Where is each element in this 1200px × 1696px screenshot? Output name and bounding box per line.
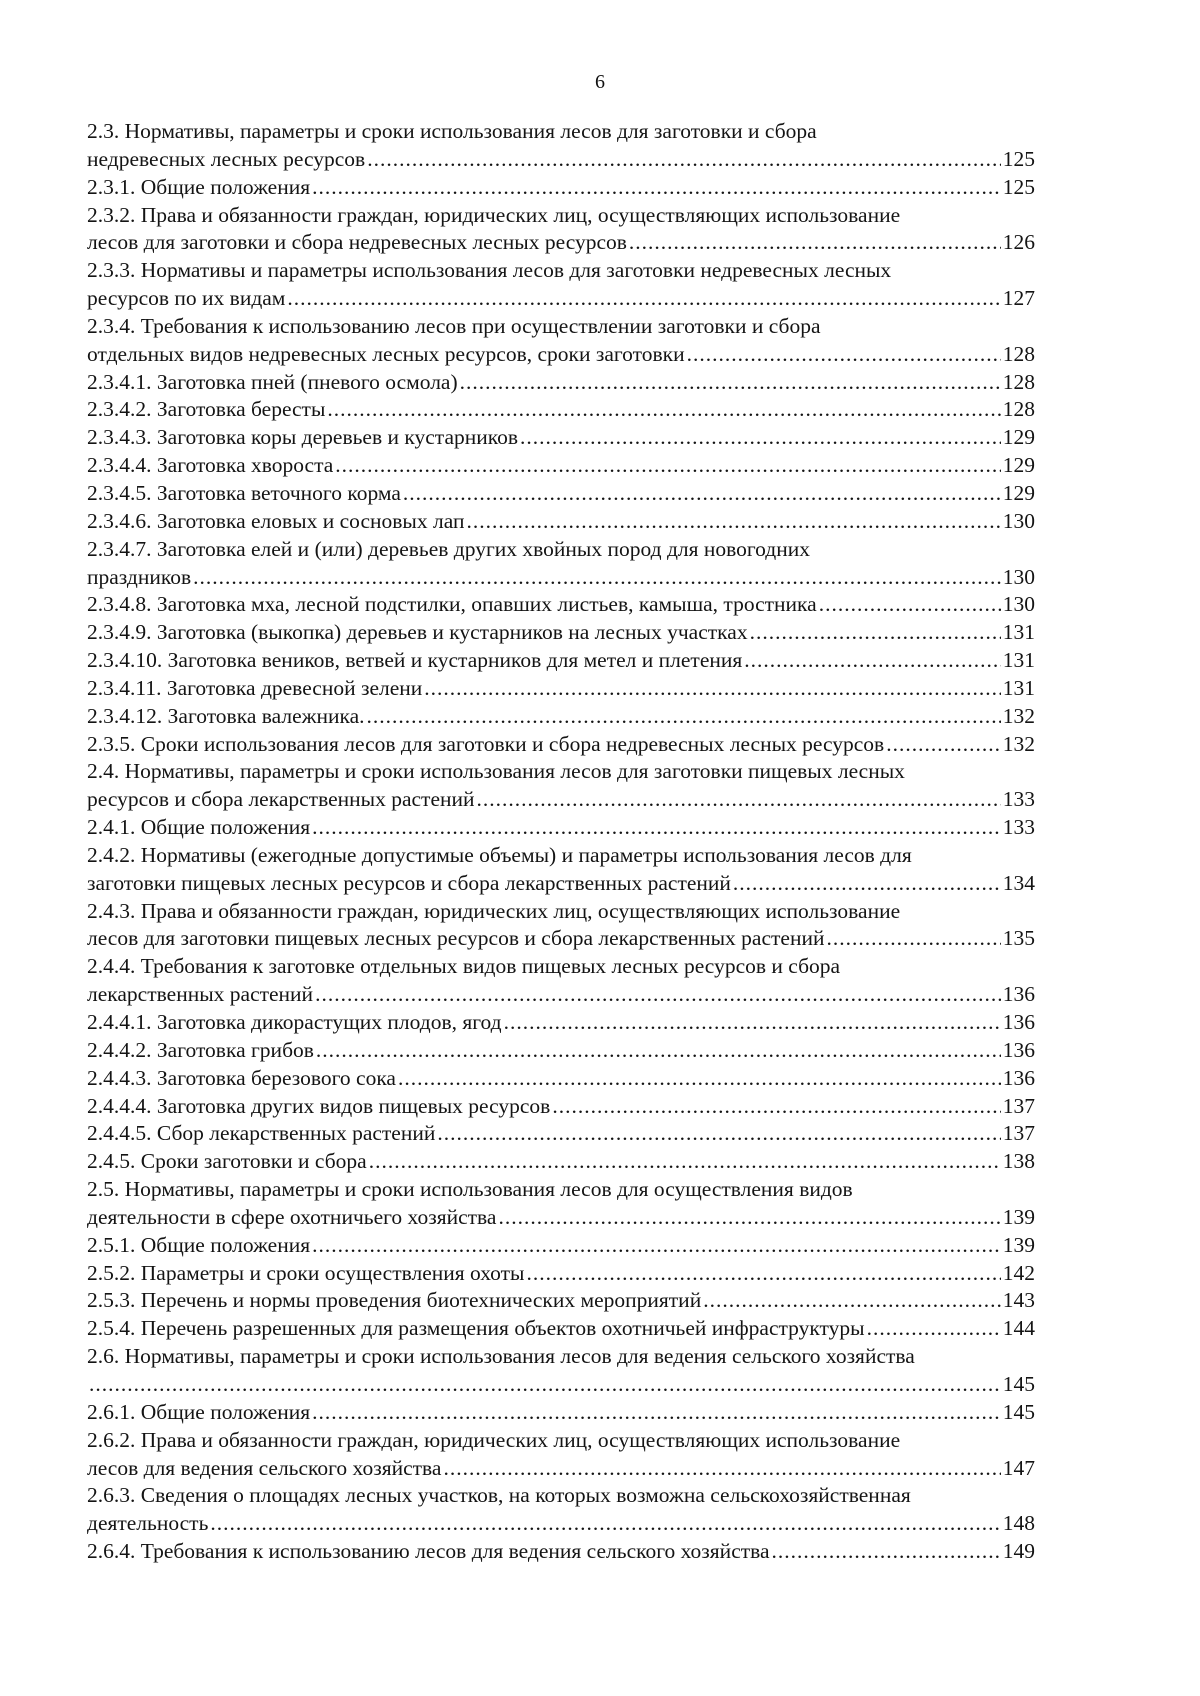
toc-entry-last-line (87, 1315, 1035, 1343)
toc-entry-title: 2.4.4. Требования к заготовке отдельных видов пищевых лесных ресурсов и сбора (87, 954, 841, 979)
toc-entry-title: лесов для заготовки и сбора недревесных лесных ресурсов (87, 230, 627, 255)
toc-entry (87, 647, 1035, 675)
toc-entry (87, 898, 1035, 954)
toc-entry-title: 2.4.4.2. Заготовка грибов (87, 1037, 314, 1062)
toc-entry-title: 2.6.1. Общие положения (87, 1399, 311, 1424)
toc-entry-title: 2.4.3. Права и обязанности граждан, юридических лиц, осуществляющих использование (87, 898, 901, 923)
toc-page-number: 148 (1002, 1511, 1035, 1536)
dot-leader (819, 591, 1001, 619)
toc-page-number: 131 (1002, 620, 1035, 645)
toc-entry (87, 619, 1035, 647)
toc-entry-last-line (87, 396, 1035, 424)
toc-entry-title: 2.3.5. Сроки использования лесов для заготовки и сбора недревесных лесных ресурсов (87, 731, 885, 756)
dot-leader (369, 1148, 1001, 1176)
toc-page-number: 131 (1002, 675, 1035, 700)
toc-entry-title: 2.3.4.4. Заготовка хвороста (87, 453, 334, 478)
toc-entry-title: лесов для ведения сельского хозяйства (87, 1455, 442, 1480)
toc-entry-title: 2.4.2. Нормативы (ежегодные допустимые объемы) и параметры использования лесов для (87, 842, 912, 867)
toc-entry-last-line (87, 452, 1035, 480)
dot-leader (287, 285, 1000, 313)
toc-entry-title: 2.3.4. Требования к использованию лесов при осуществлении заготовки и сбора (87, 313, 821, 338)
dot-leader (327, 396, 1000, 424)
toc-entry-last-line (87, 369, 1035, 397)
toc-entry-last-line (87, 1538, 1035, 1566)
toc-entry-last-line (87, 925, 1035, 953)
toc-entry-last-line (87, 174, 1035, 202)
dot-leader (867, 1315, 1001, 1343)
toc-entry (87, 1009, 1035, 1037)
toc-entry-title: 2.4.1. Общие положения (87, 815, 311, 840)
dot-leader (312, 1399, 1001, 1427)
toc-page-number: 145 (1002, 1371, 1035, 1396)
toc-page-number: 138 (1002, 1149, 1035, 1174)
toc-entry-title: ресурсов и сбора лекарственных растений (87, 787, 475, 812)
toc-entry-title: 2.6.4. Требования к использованию лесов для ведения сельского хозяйства (87, 1539, 770, 1564)
toc-page-number: 136 (1002, 1065, 1035, 1090)
dot-leader (315, 981, 1001, 1009)
toc-entry (87, 1482, 1035, 1538)
dot-leader (886, 731, 1001, 759)
dot-leader (424, 675, 1000, 703)
dot-leader (772, 1538, 1001, 1566)
toc-page-number: 136 (1002, 1037, 1035, 1062)
dot-leader (367, 703, 1001, 731)
toc-entry-last-line (87, 1371, 1035, 1399)
toc-entry (87, 1148, 1035, 1176)
toc-entry-title: 2.4.4.1. Заготовка дикорастущих плодов, ягод (87, 1010, 502, 1034)
toc-page-number: 128 (1002, 341, 1035, 366)
toc-entry-last-line (87, 1093, 1035, 1121)
toc-entry-last-line (87, 675, 1035, 703)
toc-entry-last-line (87, 647, 1035, 675)
toc-entry-title: деятельность (87, 1511, 209, 1536)
toc-entry-last-line (87, 508, 1035, 536)
toc-entry-title: 2.3.4.10. Заготовка веников, ветвей и кустарников для метел и плетения (87, 648, 743, 673)
toc-entry-title: 2.3.2. Права и обязанности граждан, юридических лиц, осуществляющих использование (87, 202, 901, 227)
toc-page-number: 134 (1002, 870, 1035, 895)
toc-page-number: 129 (1002, 425, 1035, 450)
toc-entry-last-line (87, 1260, 1035, 1288)
dot-leader (498, 1204, 1000, 1232)
dot-leader (335, 452, 1000, 480)
toc-entry (87, 257, 1035, 313)
toc-entry-last-line (87, 814, 1035, 842)
toc-entry-last-line (87, 786, 1035, 814)
toc-entry-last-line (87, 731, 1035, 759)
toc-entry-last-line (87, 229, 1035, 257)
toc-entry-last-line (87, 703, 1035, 731)
toc-page-number: 133 (1002, 815, 1035, 840)
toc-entry-title: 2.3. Нормативы, параметры и сроки использования лесов для заготовки и сбора (87, 119, 817, 143)
toc-entry-title: 2.4.5. Сроки заготовки и сбора (87, 1149, 367, 1174)
toc-entry-last-line (87, 1399, 1035, 1427)
toc-entry (87, 313, 1035, 369)
toc-entry-title: 2.3.4.8. Заготовка мха, лесной подстилки, опавших листьев, камыша, тростника (87, 592, 817, 617)
dot-leader (629, 229, 1001, 257)
toc-entry (87, 731, 1035, 759)
toc-entry-last-line (87, 1065, 1035, 1093)
toc-entry (87, 703, 1035, 731)
toc-entry-title: 2.5. Нормативы, параметры и сроки использования лесов для осуществления видов (87, 1177, 853, 1202)
dot-leader (312, 814, 1001, 842)
dot-leader (89, 1371, 1001, 1399)
toc-entry (87, 480, 1035, 508)
toc-entry (87, 953, 1035, 1009)
toc-page-number: 132 (1002, 731, 1035, 756)
dot-leader (316, 1037, 1001, 1065)
toc-entry-last-line (87, 1204, 1035, 1232)
toc-entry-title: 2.3.4.1. Заготовка пней (пневого осмола) (87, 369, 458, 394)
toc-entry-title: 2.3.4.3. Заготовка коры деревьев и кустарников (87, 425, 518, 450)
dot-leader (504, 1009, 1001, 1037)
toc-entry-title: 2.3.4.7. Заготовка елей и (или) деревьев других хвойных пород для новогодних (87, 536, 811, 561)
toc-entry (87, 814, 1035, 842)
toc-entry-last-line (87, 591, 1035, 619)
toc-entry (87, 1287, 1035, 1315)
toc-entry-last-line (87, 341, 1035, 369)
toc-entry (87, 1427, 1035, 1483)
toc-entry (87, 174, 1035, 202)
toc-entry-last-line (87, 564, 1035, 592)
dot-leader (437, 1120, 1000, 1148)
toc-page-number: 129 (1002, 453, 1035, 478)
toc-entry-title: 2.3.4.6. Заготовка еловых и сосновых лап (87, 508, 465, 533)
dot-leader (552, 1093, 1000, 1121)
toc-page-number: 137 (1002, 1121, 1035, 1146)
toc-entry (87, 1399, 1035, 1427)
toc-page-number: 142 (1002, 1260, 1035, 1285)
dot-leader (312, 174, 1001, 202)
toc-entry (87, 1343, 1035, 1399)
toc-page-number: 136 (1002, 982, 1035, 1007)
toc-entry-title: 2.5.4. Перечень разрешенных для размещения объектов охотничьей инфраструктуры (87, 1316, 865, 1341)
toc-entry-title: ресурсов по их видам (87, 286, 286, 311)
toc-entry-last-line (87, 480, 1035, 508)
toc-entry (87, 1538, 1035, 1566)
toc-page-number: 125 (1002, 146, 1035, 171)
dot-leader (210, 1510, 1000, 1538)
dot-leader (750, 619, 1001, 647)
dot-leader (312, 1232, 1001, 1260)
toc-page-number: 130 (1002, 508, 1035, 533)
toc-page-number: 130 (1002, 592, 1035, 617)
toc-page-number: 145 (1002, 1399, 1035, 1424)
toc-entry-title: деятельности в сфере охотничьего хозяйства (87, 1204, 497, 1229)
toc-entry (87, 452, 1035, 480)
toc-entry-last-line (87, 1232, 1035, 1260)
dot-leader (193, 564, 1001, 592)
toc-entry-title: 2.4.4.5. Сбор лекарственных растений (87, 1121, 436, 1146)
dot-leader (398, 1065, 1001, 1093)
toc-entry-last-line (87, 981, 1035, 1009)
toc-entry-title: 2.3.4.12. Заготовка валежника. (87, 703, 365, 728)
toc-entry (87, 842, 1035, 898)
toc-entry (87, 369, 1035, 397)
dot-leader (703, 1287, 1001, 1315)
dot-leader (443, 1455, 1000, 1483)
toc-page-number: 144 (1002, 1316, 1035, 1341)
dot-leader (466, 508, 1000, 536)
dot-leader (367, 146, 1001, 174)
toc-entry (87, 508, 1035, 536)
toc-page-number: 139 (1002, 1204, 1035, 1229)
toc-entry (87, 1232, 1035, 1260)
toc-page-number: 125 (1002, 174, 1035, 199)
toc-entry (87, 1260, 1035, 1288)
toc-page-number: 128 (1002, 369, 1035, 394)
toc-entry (87, 1120, 1035, 1148)
toc-entry-last-line (87, 1510, 1035, 1538)
toc-entry-title: заготовки пищевых лесных ресурсов и сбора лекарственных растений (87, 870, 731, 895)
toc-entry-title: 2.4.4.4. Заготовка других видов пищевых ресурсов (87, 1093, 551, 1118)
dot-leader (687, 341, 1001, 369)
toc-entry-last-line (87, 146, 1035, 174)
toc-entry-title: 2.4.4.3. Заготовка березового сока (87, 1065, 396, 1090)
toc-entry-title: 2.6. Нормативы, параметры и сроки использования лесов для ведения сельского хозяйства (87, 1344, 915, 1369)
toc-page-number: 130 (1002, 564, 1035, 589)
toc-entry-title: отдельных видов недревесных лесных ресурсов, сроки заготовки (87, 341, 685, 366)
toc-entry-last-line (87, 285, 1035, 313)
toc-entry-last-line (87, 1037, 1035, 1065)
toc-entry-last-line (87, 1120, 1035, 1148)
toc-entry (87, 536, 1035, 592)
toc-entry-title: 2.3.3. Нормативы и параметры использования лесов для заготовки недревесных лесных (87, 258, 892, 283)
toc-entry (87, 1037, 1035, 1065)
toc-page-number: 132 (1002, 703, 1035, 728)
dot-leader (403, 480, 1001, 508)
toc-page-number: 127 (1002, 286, 1035, 311)
toc-entry-last-line (87, 1148, 1035, 1176)
toc-entry-title: 2.3.4.2. Заготовка бересты (87, 397, 326, 422)
toc-entry-title: 2.3.4.11. Заготовка древесной зелени (87, 675, 423, 700)
toc-entry-last-line (87, 1455, 1035, 1483)
toc-page-number: 143 (1002, 1288, 1035, 1313)
toc-entry (87, 758, 1035, 814)
dot-leader (744, 647, 1000, 675)
dot-leader (477, 786, 1001, 814)
toc-entry (87, 1315, 1035, 1343)
toc-entry-title: 2.6.3. Сведения о площадях лесных участков, на которых возможна сельскохозяйственная (87, 1483, 911, 1508)
toc-page-number: 126 (1002, 230, 1035, 255)
toc-entry (87, 424, 1035, 452)
page-number: 6 (595, 71, 605, 93)
toc-entry (87, 1176, 1035, 1232)
toc-page-number: 135 (1002, 926, 1035, 951)
toc-entry (87, 118, 1035, 174)
toc-entry-title: праздников (87, 564, 192, 589)
toc-page-number: 139 (1002, 1232, 1035, 1257)
toc-entry-title: лекарственных растений (87, 982, 314, 1007)
toc-entry (87, 202, 1035, 258)
toc-page-number: 131 (1002, 648, 1035, 673)
toc-entry-title: 2.6.2. Права и обязанности граждан, юридических лиц, осуществляющих использование (87, 1427, 901, 1452)
toc-entry-last-line (87, 1009, 1035, 1037)
toc-entry-title: лесов для заготовки пищевых лесных ресурсов и сбора лекарственных растений (87, 926, 825, 951)
dot-leader (520, 424, 1001, 452)
toc-entry (87, 675, 1035, 703)
toc-entry-title: 2.5.3. Перечень и нормы проведения биотехнических мероприятий (87, 1288, 702, 1313)
toc-page-number: 128 (1002, 397, 1035, 422)
toc-page-number: 129 (1002, 480, 1035, 505)
toc-entry-title: 2.5.2. Параметры и сроки осуществления охоты (87, 1260, 525, 1285)
dot-leader (733, 870, 1001, 898)
dot-leader (826, 925, 1000, 953)
toc-entry-title: 2.5.1. Общие положения (87, 1232, 311, 1257)
toc-entry-title: 2.4. Нормативы, параметры и сроки использования лесов для заготовки пищевых лесных (87, 759, 905, 784)
toc-page-number: 136 (1002, 1010, 1035, 1034)
toc-entry-last-line (87, 619, 1035, 647)
toc-entry-title: 2.3.4.9. Заготовка (выкопка) деревьев и кустарников на лесных участках (87, 620, 748, 645)
toc-entry-last-line (87, 424, 1035, 452)
dot-leader (460, 369, 1001, 397)
dot-leader (526, 1260, 1000, 1288)
toc-entry-last-line (87, 1287, 1035, 1315)
toc-entry (87, 396, 1035, 424)
toc-entry (87, 1065, 1035, 1093)
toc-entry-title: 2.3.4.5. Заготовка веточного корма (87, 480, 401, 505)
toc-entry (87, 1093, 1035, 1121)
toc-page-number: 137 (1002, 1093, 1035, 1118)
toc-entry-title: 2.3.1. Общие положения (87, 174, 311, 199)
toc-page-number: 147 (1002, 1455, 1035, 1480)
toc-page-number: 133 (1002, 787, 1035, 812)
toc-entry-last-line (87, 870, 1035, 898)
toc-entry (87, 591, 1035, 619)
toc-entry-title: недревесных лесных ресурсов (87, 146, 366, 171)
toc-page-number: 149 (1002, 1539, 1035, 1564)
table-of-contents (87, 118, 1035, 1566)
